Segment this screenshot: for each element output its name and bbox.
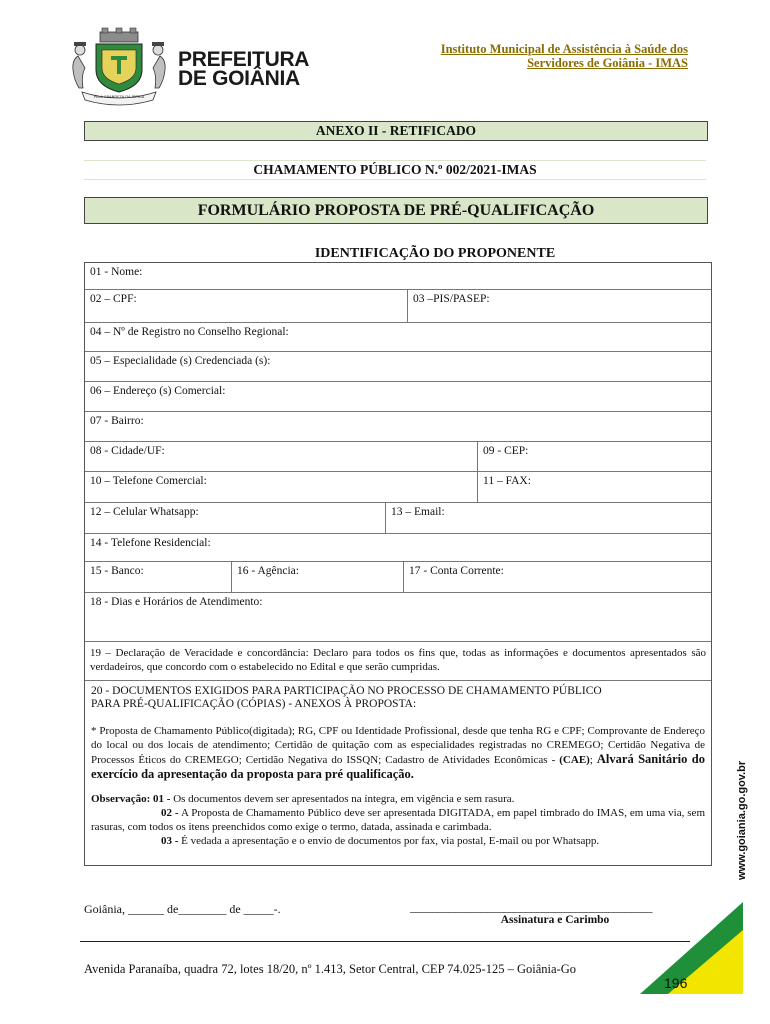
documents-list-text: * Proposta de Chamamento Público(digitada); RG, CPF ou Identidade Profissional, desde que tenha RG e CPF; Comprovante de Endereço do local ou dos locais de atendimento; Certidão de quitação com as especialidades registradas no CREMEGO; Certidão Negativa de Processos Éticos do CREMEGO; Certidão Negativa do ISSQN; Cadastro de Atividades Econômicas - [91,725,705,766]
field-pis-pasep[interactable]: 03 –PIS/PASEP: [407,290,711,322]
field-whatsapp[interactable]: 12 – Celular Whatsapp: [90,506,199,518]
row-bank [85,562,711,593]
row-specialty [85,352,711,382]
field-bank[interactable]: 15 - Banco: [90,565,144,577]
page-number: 196 [664,975,688,991]
documents-list-bold: Alvará Sanitário do exercício da apresentação da proposta para pré qualificação. [91,752,705,781]
documents-list [91,724,705,782]
website-vertical: www.goiania.go.gov.br [736,760,748,880]
prefeitura-crest-logo [64,26,174,106]
row-district [85,412,711,442]
field-commercial-address[interactable]: 06 – Endereço (s) Comercial: [90,385,226,397]
declaration-lead: 19 – Declaração de Veracidade e concordância: [90,647,309,659]
row-name [85,263,711,290]
row-registration [85,323,711,352]
signature-line[interactable]: ____________________________________________ [410,900,652,914]
field-district[interactable]: 07 - Bairro: [90,415,144,427]
form-title: FORMULÁRIO PROPOSTA DE PRÉ-QUALIFICAÇÃO [84,197,708,224]
field-cpf[interactable]: 02 – CPF: [90,293,137,305]
row-phone [85,472,711,503]
row-address [85,382,711,412]
row-documents [85,681,711,865]
row-declaration [85,642,711,681]
field-zip[interactable]: 09 - CEP: [477,442,711,471]
observation-2 [91,806,705,834]
documents-list-sep: ; [589,754,597,766]
proponent-form [84,262,712,866]
documents-list-cae: (CAE) [559,754,590,766]
row-hours [85,593,711,642]
field-agency[interactable]: 16 - Agência: [231,562,403,592]
row-cpf [85,290,711,323]
observation-1-text: Os documentos devem ser apresentados na íntegra, em vigência e sem rasura. [170,793,515,805]
field-residential-phone[interactable]: 14 - Telefone Residencial: [90,537,211,549]
row-whatsapp [85,503,711,534]
annex-title: ANEXO II - RETIFICADO [84,121,708,141]
footer-address: Avenida Paranaíba, quadra 72, lotes 18/20, nº 1.413, Setor Central, CEP 74.025-125 – Goiânia-Go [84,962,576,976]
documents-section [85,681,711,865]
signature-label: Assinatura e Carimbo [500,914,610,926]
row-residential-phone [85,534,711,562]
field-specialty[interactable]: 05 – Especialidade (s) Credenciada (s): [90,355,271,367]
corner-decoration [640,902,743,994]
field-city-state[interactable]: 08 - Cidade/UF: [90,445,165,457]
brand-line-2: DE GOIÂNIA [178,67,300,90]
institute-line-1: Instituto Municipal de Assistência à Saúde dos [440,42,688,56]
footer-divider [80,941,690,942]
institute-line-2: Servidores de Goiânia - IMAS [527,56,688,70]
field-name[interactable]: 01 - Nome: [90,266,143,278]
field-fax[interactable]: 11 – FAX: [477,472,711,502]
section-title: IDENTIFICAÇÃO DO PROPONENTE [314,246,556,261]
field-email[interactable]: 13 – Email: [385,503,711,533]
field-council-registration[interactable]: 04 – Nº de Registro no Conselho Regional: [90,326,289,338]
observation-2-label: 02 - [161,807,179,819]
brand-line-1: PREFEITURA [178,48,310,71]
observation-3 [91,834,705,848]
field-commercial-phone[interactable]: 10 – Telefone Comercial: [90,475,207,487]
field-service-hours[interactable]: 18 - Dias e Horários de Atendimento: [90,596,263,608]
observation-2-text: A Proposta de Chamamento Público deve ser apresentada DIGITADA, em papel timbrado do IMAS, em uma via, sem rasuras, com todos os itens preenchidos como exige o termo, datada, assinada e carimbada. [91,807,705,833]
observation-1 [91,792,705,806]
declaration-text [85,642,711,680]
row-city [85,442,711,472]
institute-header [441,42,688,70]
field-account[interactable]: 17 - Conta Corrente: [403,562,711,592]
observation-3-label: 03 - [161,835,179,847]
date-line[interactable]: Goiânia, ______ de________ de _____-. [84,902,281,916]
observation-3-text: É vedada a apresentação e o envio de documentos por fax, via postal, E-mail ou por Whatsapp. [178,835,600,847]
declaration-body: Declaro para todos os fins que, todas as informações e documentos apresentados são verdadeiros, que concordo com o estabelecido no Edital e que serão cumpridas. [90,647,706,673]
documents-heading-2: PARA PRÉ-QUALIFICAÇÃO (CÓPIAS) - ANEXOS À PROPOSTA: [91,698,417,710]
call-title: CHAMAMENTO PÚBLICO N.º 002/2021-IMAS [84,160,706,180]
brand-wordmark [178,50,309,88]
crest-motto: PELA GRANDEZA DA PÁTRIA [93,95,145,99]
documents-heading-1: 20 - DOCUMENTOS EXIGIDOS PARA PARTICIPAÇÃO NO PROCESSO DE CHAMAMENTO PÚBLICO [91,685,602,697]
observation-label: Observação: 01 - [91,793,171,805]
